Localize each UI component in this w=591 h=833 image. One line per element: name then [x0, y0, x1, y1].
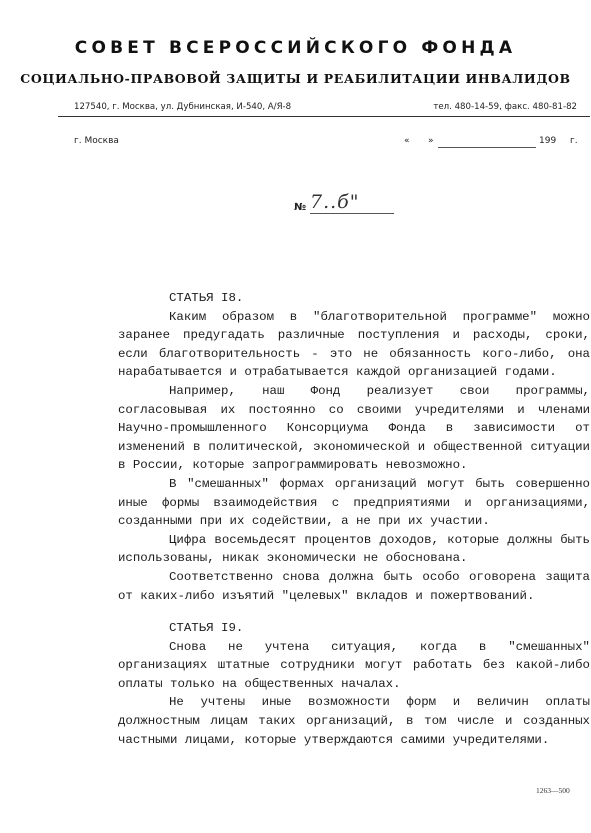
year-suffix: г. — [570, 136, 578, 146]
year-label: 199 — [539, 136, 557, 146]
article-18-heading: СТАТЬЯ I8. — [169, 291, 244, 305]
article-18-paragraph: Каким образом в "благотворительной программе" можно заранее предугадать различные поступления и расходы, сроки, если благотворительность - это не обязанность кого-либо, она нарабатывается и отрабатывается каждой организацией годами. — [118, 309, 590, 380]
article-18-paragraph: Соответственно снова должна быть особо оговорена защита от каких-либо изъятий "целевых" вкладов и пожертвований. — [118, 569, 590, 603]
phone-fax: тел. 480-14-59, факс. 480-81-82 — [433, 102, 577, 112]
article-18-paragraph: Например, наш Фонд реализует свои программы, согласовывая их постоянно со своими учредителями и членами Научно-промышленного Консорциума Фонда в зависимости от изменений в политической, экономической и общественной ситуации в России, которые запрограммировать невозможно. — [118, 383, 590, 473]
org-name: СОВЕТ ВСЕРОССИЙСКОГО ФОНДА — [74, 38, 517, 58]
article-19-heading: СТАТЬЯ I9. — [169, 621, 244, 636]
date-close-quote: » — [428, 136, 434, 146]
handwritten-number: 7..б" — [310, 191, 360, 213]
date-blank-line — [438, 147, 536, 148]
org-subtitle: СОЦИАЛЬНО-ПРАВОВОЙ ЗАЩИТЫ И РЕАБИЛИТАЦИИ ИНВАЛИДОВ — [20, 71, 571, 86]
number-blank-line — [310, 213, 394, 214]
date-open-quote: « — [404, 136, 410, 146]
letter-body — [118, 289, 590, 749]
postal-address: 127540, г. Москва, ул. Дубнинская, И-540, А/Я-8 — [74, 102, 292, 112]
city-label: г. Москва — [74, 136, 119, 146]
article-19-paragraph: Не учтены иные возможности форм и величин оплаты должностным лицам таких организаций, в том числе и созданных частными лицами, которые утверждаются самими учредителями. — [118, 695, 590, 747]
article-18-paragraph: Цифра восемьдесят процентов доходов, которые должны быть использованы, никак экономически не обоснована. — [118, 532, 590, 566]
letterhead-divider — [58, 116, 590, 117]
article-18-paragraph: В "смешанных" формах организаций могут быть совершенно иные формы взаимодействия с предприятиями и организациями, созданными при их содействии, а не при их участии. — [118, 476, 590, 529]
form-code: 1263—500 — [536, 786, 570, 795]
article-19-paragraph: Снова не учтена ситуация, когда в "смешанных" организациях штатные сотрудники могут работать без какой-либо оплаты только на общественных началах. — [118, 639, 590, 691]
section-gap — [118, 605, 590, 619]
number-label: № — [294, 202, 307, 213]
